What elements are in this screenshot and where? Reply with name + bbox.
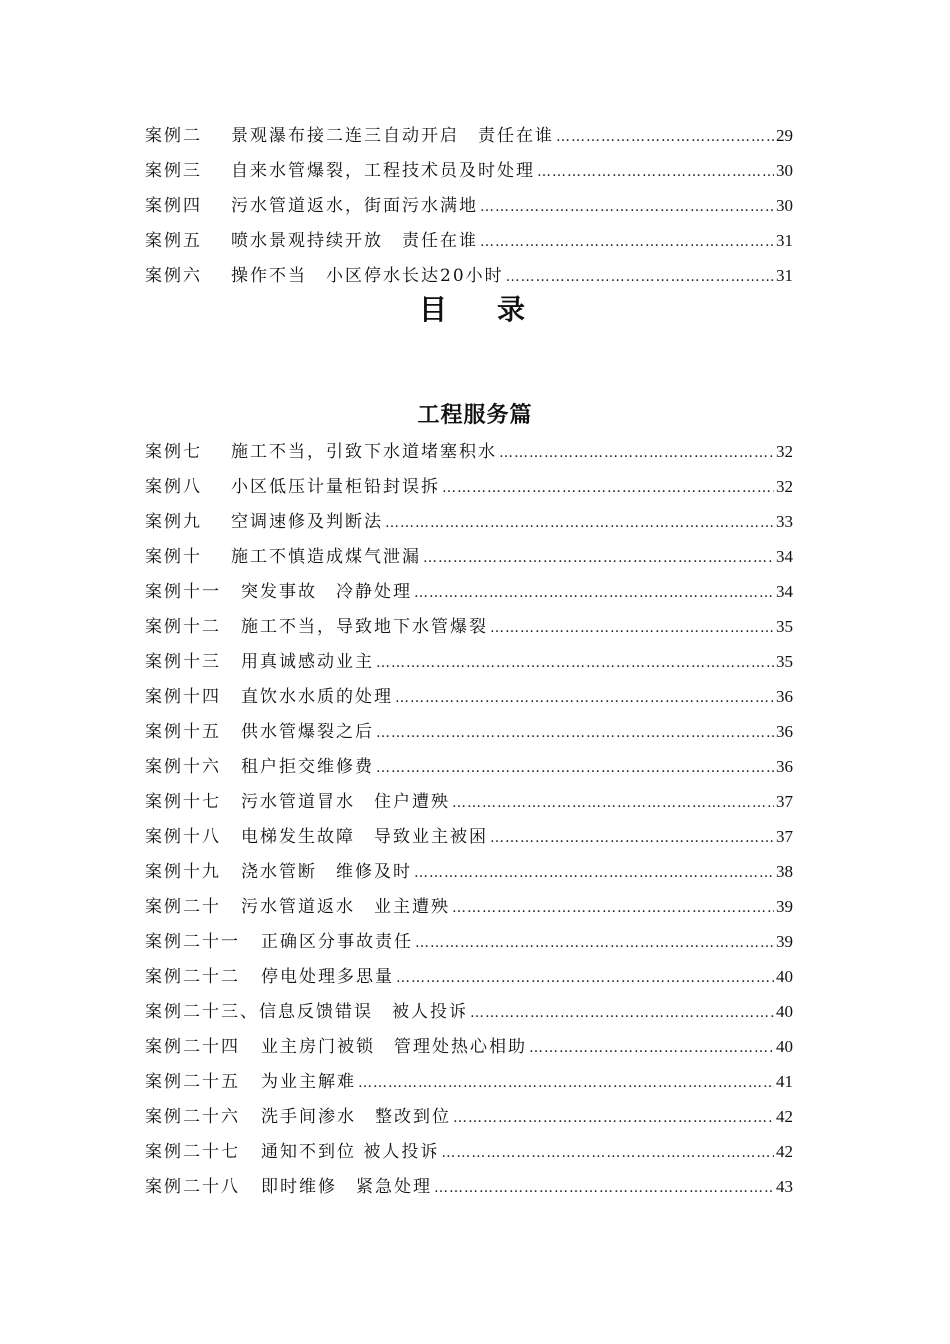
toc-page-number: 30 [776, 196, 793, 215]
toc-case-title: 供水管爆裂之后 [241, 722, 374, 742]
toc-case-number: 案例二十八 [145, 1177, 240, 1197]
toc-case-title: 小区低压计量柜铅封误拆 [231, 477, 440, 497]
toc-case-number: 案例二十二 [145, 967, 240, 987]
toc-case-title: 停电处理多思量 [261, 967, 394, 987]
toc-page-number: 34 [776, 582, 793, 601]
toc-case-title: 喷水景观持续开放 责任在谁 [231, 231, 478, 251]
toc-leader-dots [499, 436, 774, 471]
toc-entry [145, 924, 793, 959]
toc-leader-dots [385, 506, 774, 541]
toc-page-number: 39 [776, 897, 793, 916]
toc-page-number: 42 [776, 1107, 793, 1126]
toc-leader-dots [396, 961, 774, 996]
toc-case-title: 浇水管断 维修及时 [241, 862, 412, 882]
toc-leader-dots [556, 120, 774, 155]
toc-entry [145, 854, 793, 889]
toc-leader-dots [376, 646, 774, 681]
toc-entry [145, 959, 793, 994]
toc-leader-dots [441, 1136, 774, 1171]
toc-leader-dots [358, 1066, 774, 1101]
toc-case-number: 案例十二 [145, 617, 221, 637]
toc-entry [145, 889, 793, 924]
toc-case-number: 案例二十六 [145, 1107, 240, 1127]
toc-case-title: 为业主解难 [261, 1072, 356, 1092]
toc-case-number: 案例十六 [145, 757, 221, 777]
toc-page-number: 36 [776, 722, 793, 741]
toc-case-title: 租户拒交维修费 [241, 757, 374, 777]
toc-page-number: 34 [776, 547, 793, 566]
toc-case-title: 信息反馈错误 被人投诉 [259, 1002, 468, 1022]
toc-case-title: 空调速修及判断法 [231, 512, 383, 532]
toc-case-title: 突发事故 冷静处理 [241, 582, 412, 602]
toc-case-title: 用真诚感动业主 [241, 652, 374, 672]
toc-case-title: 施工不当，导致地下水管爆裂 [241, 617, 488, 637]
toc-leader-dots [490, 611, 774, 646]
toc-case-title: 施工不慎造成煤气泄漏 [231, 547, 421, 567]
toc-entry [145, 679, 793, 714]
toc-entry [145, 609, 793, 644]
toc-leader-dots [414, 856, 774, 891]
toc-leader-dots [480, 190, 774, 225]
toc-leader-dots [453, 1101, 774, 1136]
toc-case-number: 案例三 [145, 161, 202, 181]
toc-page-number: 32 [776, 477, 793, 496]
toc-case-number: 案例二十五 [145, 1072, 240, 1092]
toc-case-title: 污水管道返水 业主遭殃 [241, 897, 450, 917]
toc-page-number: 39 [776, 932, 793, 951]
toc-page-number: 40 [776, 1037, 793, 1056]
page-title: 目录 [418, 293, 575, 326]
toc-case-number: 案例二十一 [145, 932, 240, 952]
toc-case-title: 施工不当，引致下水道堵塞积水 [231, 442, 497, 462]
toc-entry [145, 819, 793, 854]
toc-case-title: 电梯发生故障 导致业主被困 [241, 827, 488, 847]
toc-case-number: 案例二十四 [145, 1037, 240, 1057]
toc-page-number: 30 [776, 161, 793, 180]
toc-leader-dots [442, 471, 774, 506]
toc-case-number: 案例六 [145, 266, 202, 286]
toc-case-number: 案例二十 [145, 897, 221, 917]
toc-case-title: 正确区分事故责任 [261, 932, 413, 952]
toc-entry [145, 574, 793, 609]
toc-entry [145, 644, 793, 679]
toc-entry [145, 714, 793, 749]
toc-entry [145, 1029, 793, 1064]
toc-page-number: 32 [776, 442, 793, 461]
toc-case-number: 案例二 [145, 126, 202, 146]
toc-leader-dots [395, 681, 774, 716]
toc-case-title: 即时维修 紧急处理 [261, 1177, 432, 1197]
toc-page-number: 40 [776, 967, 793, 986]
toc-case-title: 业主房门被锁 管理处热心相助 [261, 1037, 527, 1057]
toc-page-number: 38 [776, 862, 793, 881]
toc-case-title: 洗手间渗水 整改到位 [261, 1107, 451, 1127]
toc-entry [145, 539, 793, 574]
toc-case-number: 案例七 [145, 442, 202, 462]
toc-case-title: 通知不到位 被人投诉 [261, 1142, 440, 1162]
section-title: 工程服务篇 [417, 403, 533, 428]
toc-case-number: 案例二十七 [145, 1142, 240, 1162]
toc-case-title: 操作不当 小区停水长达20小时 [231, 266, 504, 286]
toc-leader-dots [480, 225, 774, 260]
toc-case-title: 污水管道返水，街面污水满地 [231, 196, 478, 216]
toc-case-title: 景观瀑布接二连三自动开启 责任在谁 [231, 126, 554, 146]
toc-case-number: 案例十 [145, 547, 202, 567]
toc-case-number: 案例十四 [145, 687, 221, 707]
toc-entry [145, 188, 793, 223]
toc-leader-dots [490, 821, 774, 856]
toc-case-title: 自来水管爆裂，工程技术员及时处理 [231, 161, 535, 181]
toc-case-number: 案例八 [145, 477, 202, 497]
toc-leader-dots [452, 891, 774, 926]
toc-page-number: 37 [776, 827, 793, 846]
toc-page-number: 29 [776, 126, 793, 145]
toc-case-number: 案例四 [145, 196, 202, 216]
section-toc-list [145, 434, 793, 1204]
toc-leader-dots [529, 1031, 774, 1066]
toc-case-number: 案例十一 [145, 582, 221, 602]
toc-leader-dots [414, 576, 774, 611]
toc-leader-dots [415, 926, 774, 961]
toc-leader-dots [452, 786, 774, 821]
toc-entry [145, 434, 793, 469]
toc-entry [145, 153, 793, 188]
toc-leader-dots [376, 716, 774, 751]
toc-page-number: 43 [776, 1177, 793, 1196]
toc-entry [145, 1064, 793, 1099]
toc-page-number: 42 [776, 1142, 793, 1161]
toc-page-number: 37 [776, 792, 793, 811]
toc-case-number: 案例二十三、 [145, 1002, 259, 1022]
toc-entry [145, 1099, 793, 1134]
toc-case-title: 污水管道冒水 住户遭殃 [241, 792, 450, 812]
toc-entry [145, 469, 793, 504]
toc-entry [145, 1134, 793, 1169]
toc-entry [145, 749, 793, 784]
top-toc-list [145, 118, 793, 293]
toc-case-number: 案例十三 [145, 652, 221, 672]
toc-leader-dots [537, 155, 774, 190]
toc-page-number: 35 [776, 617, 793, 636]
toc-entry [145, 118, 793, 153]
toc-page-number: 31 [776, 231, 793, 250]
toc-page-number: 35 [776, 652, 793, 671]
toc-leader-dots [376, 751, 774, 786]
toc-case-number: 案例十七 [145, 792, 221, 812]
toc-entry [145, 994, 793, 1029]
toc-entry [145, 223, 793, 258]
toc-page-number: 36 [776, 687, 793, 706]
toc-entry [145, 784, 793, 819]
toc-leader-dots [470, 996, 774, 1031]
toc-page-number: 33 [776, 512, 793, 531]
toc-case-number: 案例九 [145, 512, 202, 532]
toc-case-number: 案例五 [145, 231, 202, 251]
toc-page-number: 40 [776, 1002, 793, 1021]
toc-page-number: 36 [776, 757, 793, 776]
toc-case-number: 案例十九 [145, 862, 221, 882]
toc-leader-dots [423, 541, 774, 576]
toc-leader-dots [434, 1171, 774, 1206]
toc-entry [145, 1169, 793, 1204]
toc-page-number: 41 [776, 1072, 793, 1091]
toc-case-number: 案例十五 [145, 722, 221, 742]
toc-entry [145, 504, 793, 539]
toc-page-number: 31 [776, 266, 793, 285]
toc-case-title: 直饮水水质的处理 [241, 687, 393, 707]
toc-case-number: 案例十八 [145, 827, 221, 847]
